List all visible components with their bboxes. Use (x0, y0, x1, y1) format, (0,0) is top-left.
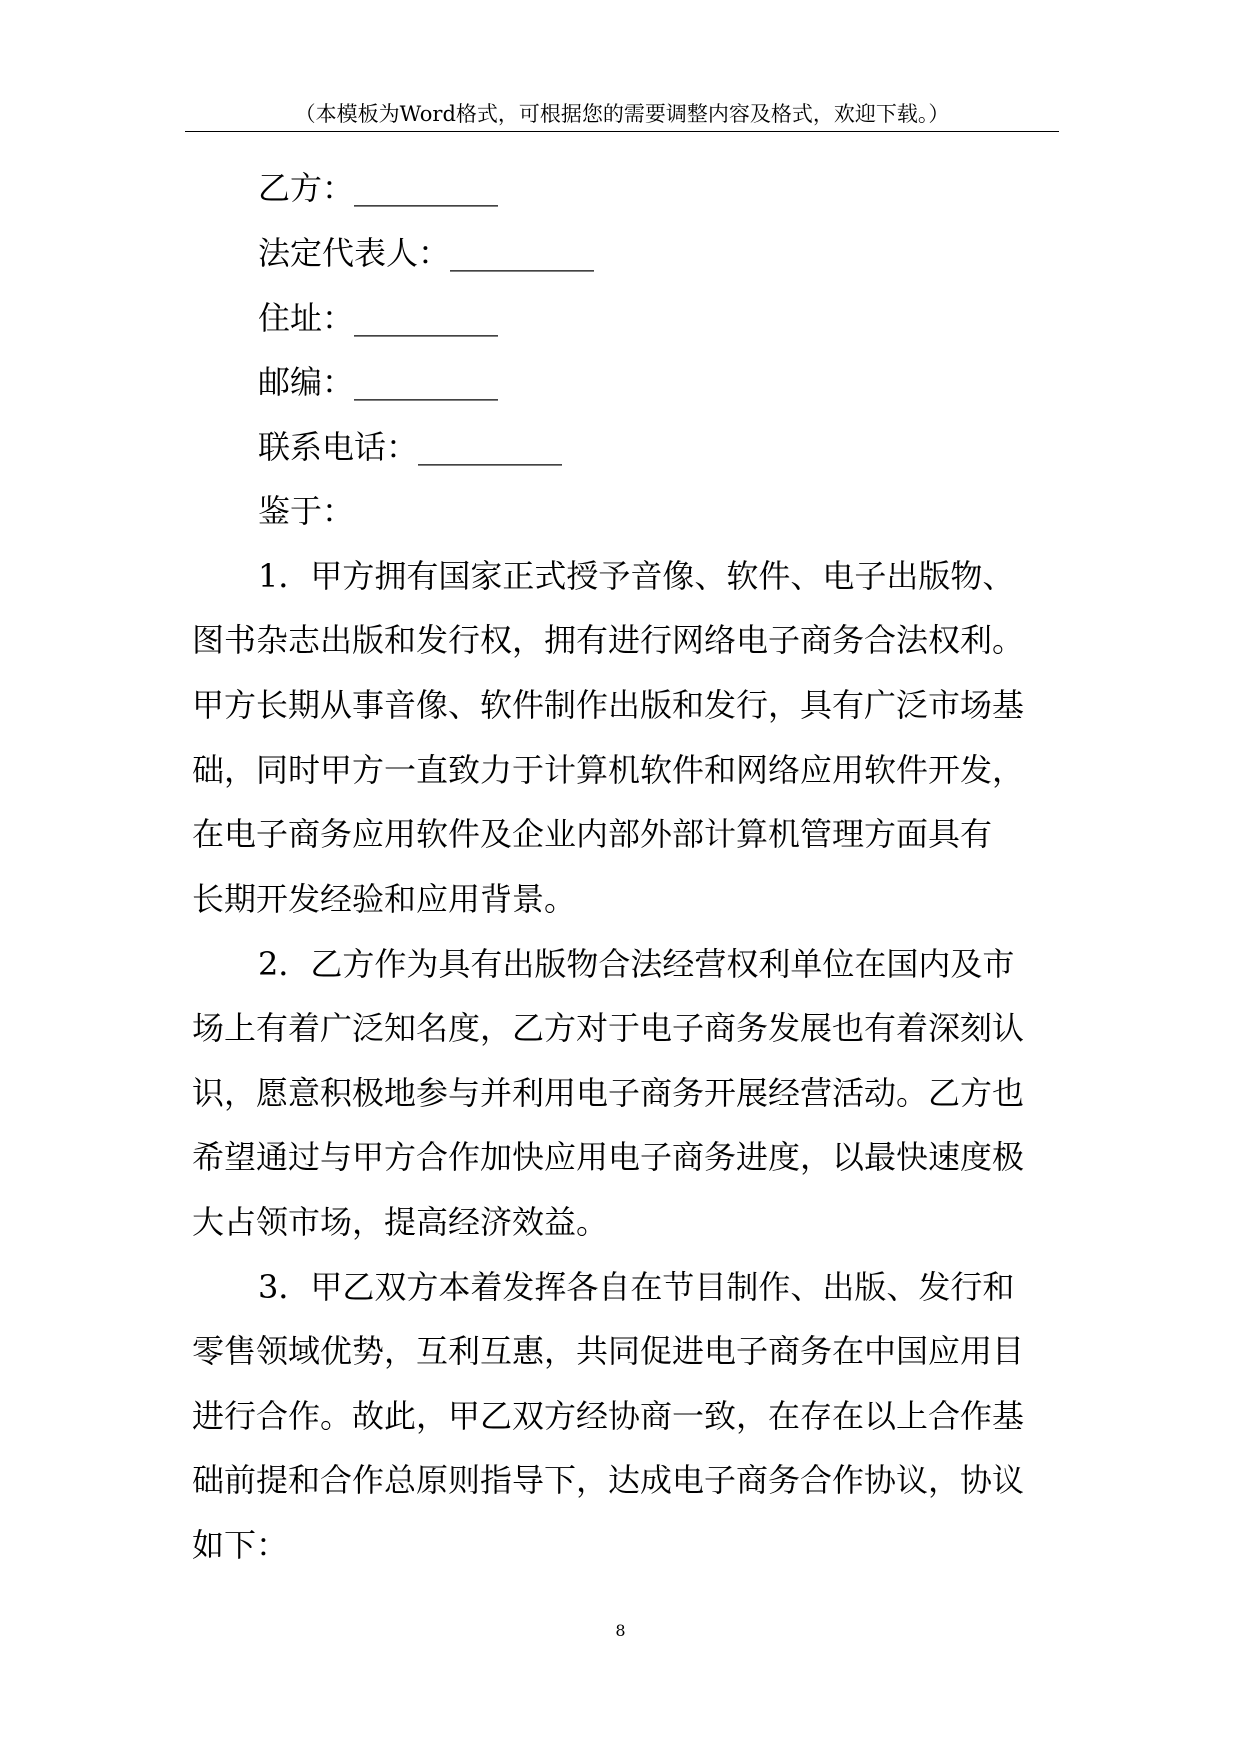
paragraph-line: 长期开发经验和应用背景。 (192, 880, 577, 918)
paragraph-line: 大占领市场，提高经济效益。 (192, 1203, 609, 1241)
paragraph-line: 1．甲方拥有国家正式授予音像、软件、电子出版物、 (258, 557, 1015, 595)
party-b-field: 乙方：_________ (258, 169, 499, 207)
paragraph-line: 希望通过与甲方合作加快应用电子商务进度，以最快速度极 (192, 1138, 1025, 1176)
whereas-heading: 鉴于： (258, 492, 355, 530)
paragraph-line: 图书杂志出版和发行权，拥有进行网络电子商务合法权利。 (192, 621, 1025, 659)
paragraph-line: 在电子商务应用软件及企业内部外部计算机管理方面具有 (192, 815, 993, 853)
paragraph-line: 础，同时甲方一直致力于计算机软件和网络应用软件开发， (192, 751, 1025, 789)
paragraph-line: 础前提和合作总原则指导下，达成电子商务合作协议，协议 (192, 1461, 1025, 1499)
postal-code-field: 邮编：_________ (258, 363, 499, 401)
paragraph-line: 甲方长期从事音像、软件制作出版和发行，具有广泛市场基 (192, 686, 1025, 724)
paragraph-line: 如下： (192, 1526, 289, 1564)
paragraph-line: 进行合作。故此，甲乙双方经协商一致，在存在以上合作基 (192, 1397, 1025, 1435)
legal-representative-field: 法定代表人：_________ (258, 234, 595, 272)
page-number: 8 (615, 1621, 626, 1640)
address-field: 住址：_________ (258, 299, 499, 337)
paragraph-line: 零售领域优势，互利互惠，共同促进电子商务在中国应用目 (192, 1332, 1025, 1370)
phone-field: 联系电话：_________ (258, 428, 563, 466)
paragraph-line: 场上有着广泛知名度，乙方对于电子商务发展也有着深刻认 (192, 1009, 1025, 1047)
header-divider (185, 131, 1059, 132)
paragraph-line: 2．乙方作为具有出版物合法经营权利单位在国内及市 (258, 945, 1015, 983)
paragraph-line: 3．甲乙双方本着发挥各自在节目制作、出版、发行和 (258, 1268, 1015, 1306)
paragraph-line: 识，愿意积极地参与并利用电子商务开展经营活动。乙方也 (192, 1074, 1025, 1112)
template-note-header: （本模板为Word格式，可根据您的需要调整内容及格式，欢迎下载。） (294, 102, 950, 126)
